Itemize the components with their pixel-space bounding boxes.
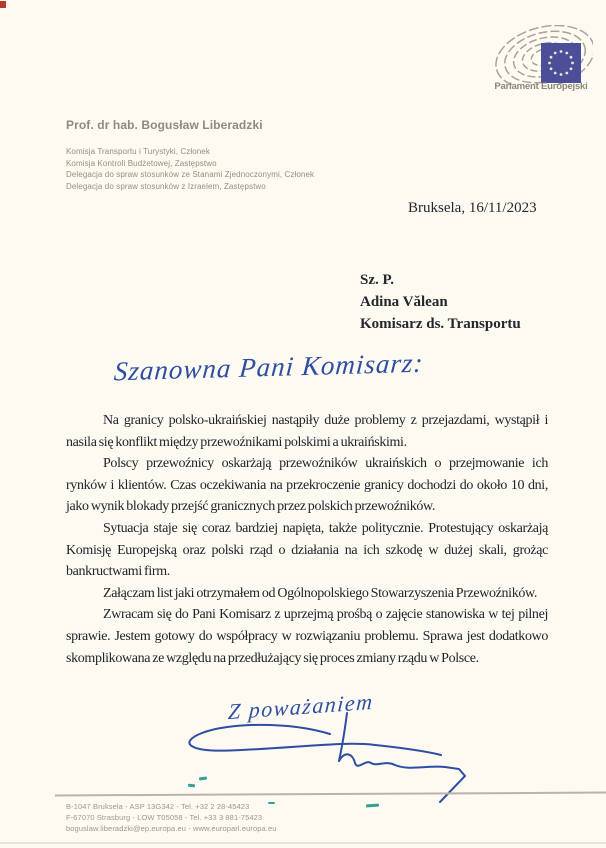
paragraph-1: Na granicy polsko-ukraińskiej nastąpiły duże problemy z przejazdami, wystąpił i nasila się konflikt między przewoźnikami polskimi a ukraińskimi. (66, 413, 548, 450)
recipient-salutation: Sz. P. (360, 272, 395, 288)
paragraph-4: Załączam list jaki otrzymałem od Ogólnopolskiego Stowarzyszenia Przewoźników. (103, 585, 538, 601)
european-parliament-logo (488, 25, 593, 85)
paragraph-5: Zwracam się do Pani Komisarz z uprzejmą prośbą o zajęcie stanowiska w tej pilnej sprawie. Jestem gotowy do współpracy w rozwiązaniu problemu. Sprawa jest dodatkowo skomplikowana ze względu na przedłużający się proces zmiany rządu w Polsce. (66, 607, 548, 666)
footer-line-email-web: boguslaw.liberadzki@ep.europa.eu - www.europarl.europa.eu (66, 824, 277, 833)
eu-flag-square (541, 43, 581, 83)
handwritten-signature (175, 703, 475, 805)
sender-name: Prof. dr hab. Bogusław Liberadzki (66, 118, 263, 132)
footer-line-brussels: B-1047 Bruksela - ASP 13G342 - Tel. +32 2 28-45423 (66, 802, 250, 811)
footer-line-strasbourg: F-67070 Strasburg - LOW T05058 - Tel. +33 3 881-75423 (66, 813, 263, 822)
sender-role-1: Komisja Transportu i Turystyki, Członek (66, 147, 210, 156)
handwritten-closing: Z poważaniem (227, 688, 375, 725)
scan-bottom-edge (0, 842, 606, 844)
sender-role-2: Komisja Kontroli Budżetowej, Zastępstwo (66, 158, 217, 168)
paragraph-2: Polscy przewoźnicy oskarżają przewoźników ukraińskich o przejmowanie ich rynków i klientów. Czas oczekiwania na przekroczenie granicy dochodzi do około 10 dni, jako wynik blokady przejść granicznych przez polskich przewoźników. (66, 456, 548, 515)
sender-role-3: Delegacja do spraw stosunków ze Stanami Zjednoczonymi, Członek (66, 170, 315, 179)
date-line: Bruksela, 16/11/2023 (408, 200, 537, 216)
logo-caption: Parlament Europejski (494, 81, 588, 92)
scan-artifact-teal-dash-4 (366, 804, 379, 808)
paragraph-3: Sytuacja staje się coraz bardziej napięta, także politycznie. Protestujący oskarżają Komisję Europejską oraz polski rząd o działania na ich szkodę w dużej skali, grożąc bankructwami firm. (66, 520, 548, 580)
scan-artifact-teal-dash-2 (188, 784, 195, 788)
recipient-name: Adina Vălean (360, 294, 448, 310)
scan-artifact-red-square (0, 1, 6, 8)
sender-block (66, 118, 314, 192)
recipient-title: Komisarz ds. Transportu (360, 316, 521, 332)
handwritten-greeting: Szanowna Pani Komisarz: (112, 347, 425, 387)
letter-body (66, 410, 548, 669)
recipient-block (360, 269, 521, 335)
footer-contact-block (66, 801, 277, 834)
sender-role-4: Delegacja do spraw stosunków z Izraelem, Zastępstwo (66, 181, 266, 191)
